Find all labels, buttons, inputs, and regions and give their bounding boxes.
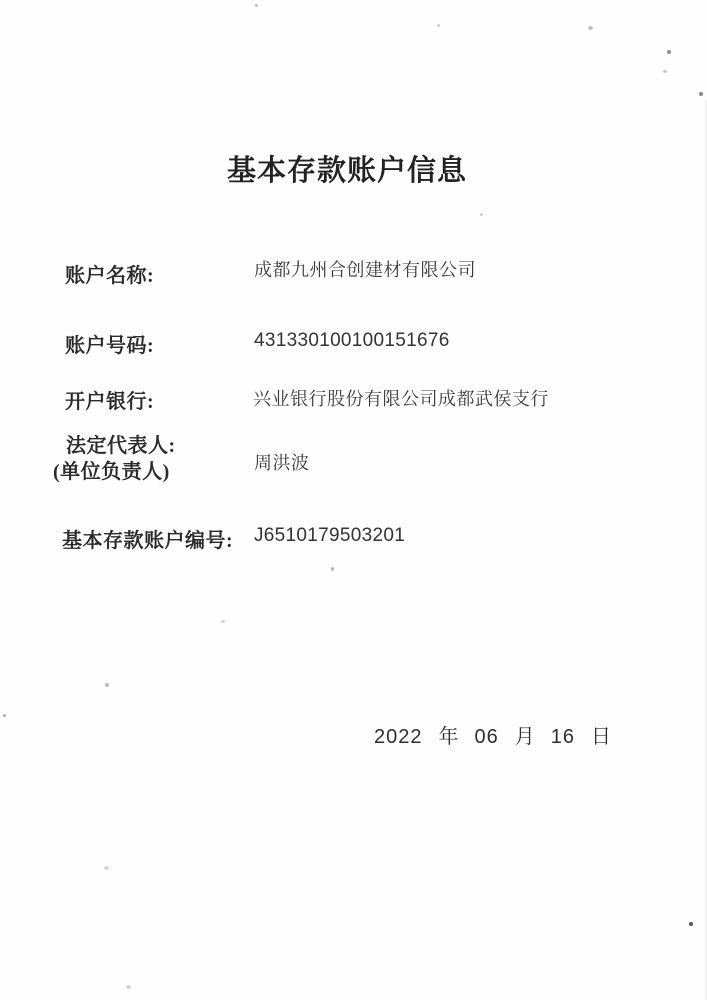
scan-speckle bbox=[126, 985, 131, 989]
field-sublabel-unit-responsible: (单位负责人) bbox=[53, 461, 170, 483]
field-label-basic-account-id: 基本存款账户编号: bbox=[62, 530, 234, 552]
scan-speckle bbox=[104, 866, 109, 870]
scan-speckle bbox=[663, 70, 667, 73]
date-line bbox=[374, 720, 611, 749]
date-year-unit: 年 bbox=[438, 726, 459, 748]
scan-speckle bbox=[437, 24, 440, 27]
field-label-legal-representative: 法定代表人: bbox=[66, 435, 176, 457]
field-value-legal-representative: 周洪波 bbox=[254, 453, 310, 473]
scan-speckle bbox=[588, 26, 593, 30]
scan-speckle bbox=[480, 213, 483, 216]
field-label-account-number: 账户号码: bbox=[65, 335, 155, 357]
page-title: 基本存款账户信息 bbox=[227, 155, 468, 187]
field-label-opening-bank: 开户银行: bbox=[65, 391, 155, 413]
field-value-account-name: 成都九州合创建材有限公司 bbox=[254, 260, 476, 280]
scan-speckle bbox=[255, 4, 258, 7]
field-label-account-name: 账户名称: bbox=[65, 265, 155, 287]
date-year: 2022 bbox=[374, 726, 423, 748]
scan-speckle bbox=[689, 922, 693, 926]
scan-speckle bbox=[667, 50, 671, 54]
field-value-basic-account-id: J6510179503201 bbox=[254, 525, 406, 546]
scan-speckle bbox=[3, 714, 6, 717]
scan-speckle bbox=[699, 92, 703, 96]
scan-speckle bbox=[221, 620, 225, 623]
date-day: 16 bbox=[550, 726, 575, 748]
field-value-account-number: 431330100100151676 bbox=[254, 330, 450, 351]
field-value-opening-bank: 兴业银行股份有限公司成都武侯支行 bbox=[253, 389, 549, 409]
date-month-unit: 月 bbox=[514, 726, 535, 748]
date-day-unit: 日 bbox=[591, 726, 611, 748]
date-month: 06 bbox=[474, 726, 499, 748]
scan-speckle bbox=[331, 567, 334, 571]
scan-speckle bbox=[105, 683, 109, 687]
